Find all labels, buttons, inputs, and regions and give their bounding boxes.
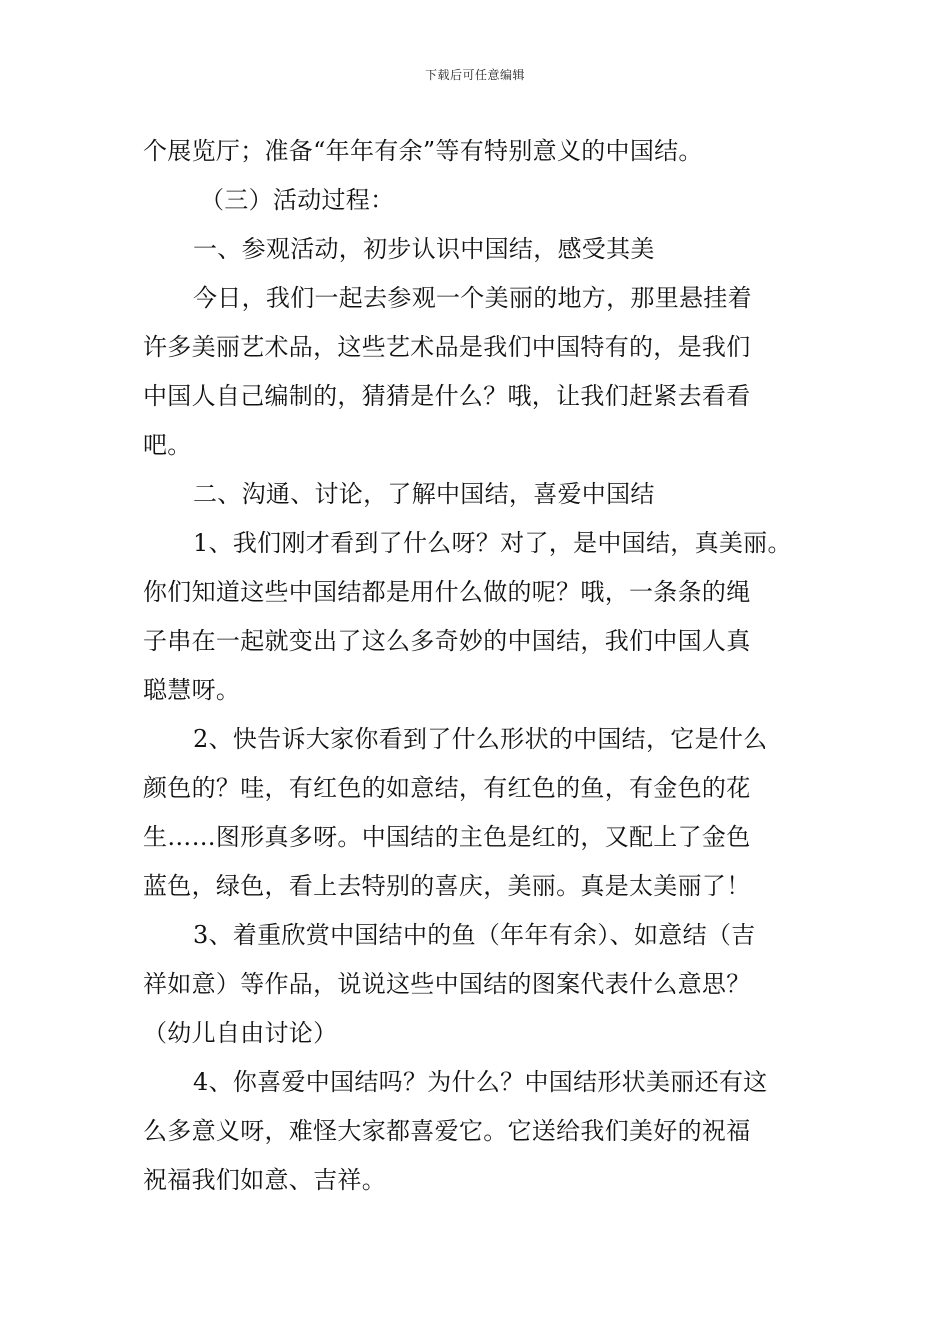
text-line: 聪慧呀。 [143,676,241,704]
text-line: （幼儿自由讨论） [143,1019,338,1047]
text-line: 颜色的？哇，有红色的如意结，有红色的鱼，有金色的花 [143,774,751,802]
text-line: 你们知道这些中国结都是用什么做的呢？哦，一条条的绳 [143,578,751,606]
subheading: 一、参观活动，初步认识中国结，感受其美 [193,235,655,263]
text-line: 许多美丽艺术品，这些艺术品是我们中国特有的，是我们 [143,333,751,361]
text-line: 祥如意）等作品，说说这些中国结的图案代表什么意思？ [143,970,751,998]
text-line: 么多意义呀，难怪大家都喜爱它。它送给我们美好的祝福 [143,1117,751,1145]
section-heading: （三）活动过程： [200,186,395,214]
text-line: 吧。 [143,431,192,459]
text-line: 生……图形真多呀。中国结的主色是红的，又配上了金色 [143,823,751,851]
text-line: 蓝色，绿色，看上去特别的喜庆，美丽。真是太美丽了！ [143,872,751,900]
page-header: 下载后可任意编辑 [424,68,525,82]
text-line: 个展览厅；准备“年年有余”等有特别意义的中国结。 [143,137,703,165]
body-text [143,127,808,1205]
text-line: 今日，我们一起去参观一个美丽的地方，那里悬挂着 [193,284,752,312]
subheading: 二、沟通、讨论，了解中国结，喜爱中国结 [193,480,655,508]
text-line: 4、你喜爱中国结吗？为什么？中国结形状美丽还有这 [193,1068,768,1096]
text-line: 1、我们刚才看到了什么呀？对了，是中国结，真美丽。 [193,529,792,557]
text-line: 子串在一起就变出了这么多奇妙的中国结，我们中国人真 [143,627,751,655]
text-line: 2、快告诉大家你看到了什么形状的中国结，它是什么 [193,725,768,753]
text-line: 3、着重欣赏中国结中的鱼（年年有余）、如意结（吉 [193,921,756,949]
text-line: 中国人自己编制的，猜猜是什么？哦，让我们赶紧去看看 [143,382,751,410]
text-line: 祝福我们如意、吉祥。 [143,1166,386,1194]
